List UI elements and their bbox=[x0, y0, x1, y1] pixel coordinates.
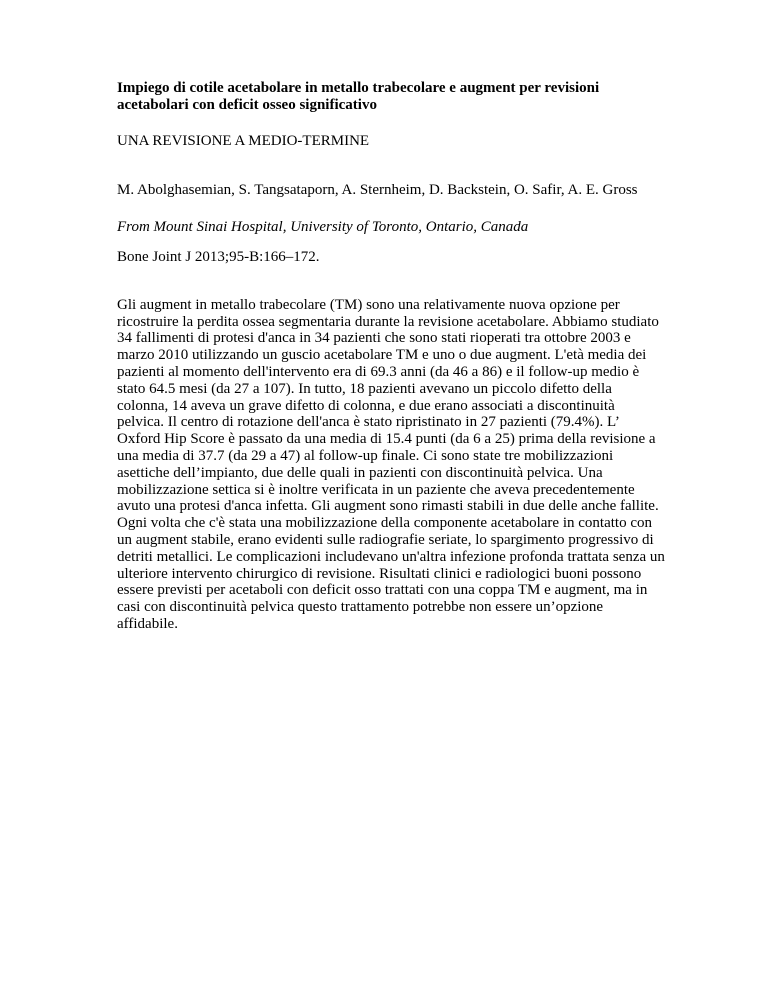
abstract-content bbox=[117, 80, 665, 633]
paper-subtitle: UNA REVISIONE A MEDIO-TERMINE bbox=[117, 132, 370, 149]
paper-title: Impiego di cotile acetabolare in metallo trabecolare e augment per revisioni acetabolari con deficit osseo significativo bbox=[117, 80, 600, 113]
paper-authors: M. Abolghasemian, S. Tangsataporn, A. Sternheim, D. Backstein, O. Safir, A. E. Gross bbox=[117, 182, 638, 199]
paper-affiliation: From Mount Sinai Hospital, University of Toronto, Ontario, Canada bbox=[117, 219, 529, 236]
paper-abstract: Gli augment in metallo trabecolare (TM) sono una relativamente nuova opzione per ricostruire la perdita ossea segmentaria durante la revisione acetabolare. Abbiamo studiato 34 fallimenti di protesi d'anca in 34 pazienti che sono stati rioperati tra ottobre 2003 e marzo 2010 utilizzando un guscio acetabolare TM e uno o due augment. L'età media dei pazienti al momento dell'intervento era di 69.3 anni (da 46 a 86) e il follow-up medio è stato 64.5 mesi (da 27 a 107). In tutto, 18 pazienti avevano un piccolo difetto della colonna, 14 aveva un grave difetto di colonna, e due erano associati a discontinuità pelvica. Il centro di rotazione dell'anca è stato ripristinato in 27 pazienti (79.4%). L’ Oxford Hip Score è passato da una media di 15.4 punti (da 6 a 25) prima della revisione a una media di 37.7 (da 29 a 47) al follow-up finale. Ci sono state tre mobilizzazioni asettiche dell’impianto, due delle quali in pazienti con discontinuità pelvica. Una mobilizzazione settica si è inoltre verificata in un paziente che aveva precedentemente avuto una protesi d'anca infetta. Gli augment sono rimasti stabili in due delle anche fallite. Ogni volta che c'è stata una mobilizzazione della componente acetabolare in contatto con un augment stabile, erano evidenti sulle radiografie seriate, lo spargimento progressivo di detriti metallici. Le complicazioni includevano un'altra infezione profonda trattata senza un ulteriore intervento chirurgico di revisione. Risultati clinici e radiologici buoni possono essere previsti per acetaboli con deficit osso trattati con una coppa TM e augment, ma in casi con discontinuità pelvica questo trattamento potrebbe non essere un’opzione affidabile. bbox=[117, 296, 665, 632]
paper-citation: Bone Joint J 2013;95-B:166–172. bbox=[117, 248, 320, 265]
